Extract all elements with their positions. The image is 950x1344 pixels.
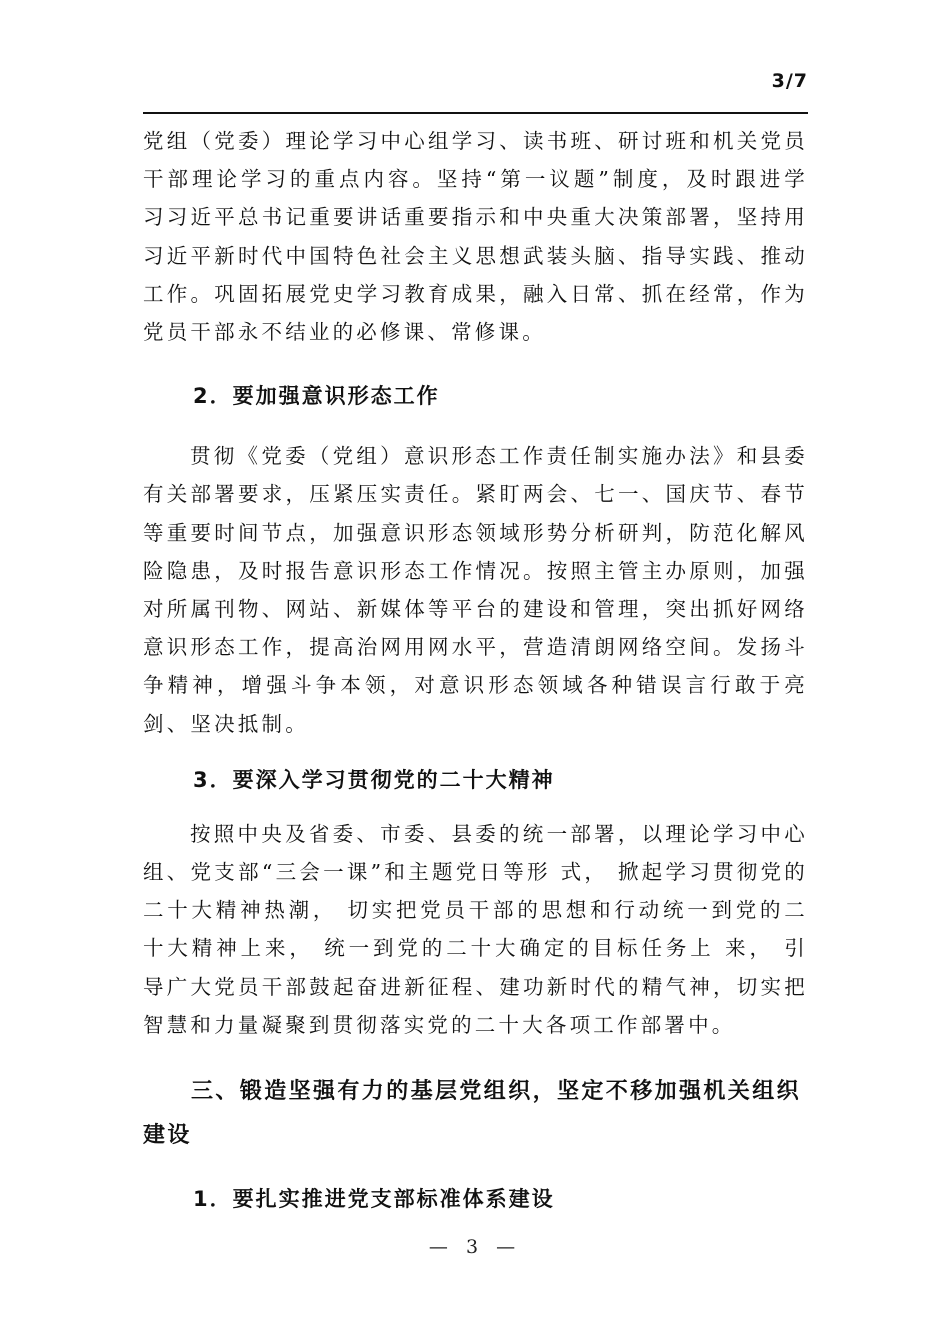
section-heading: 三、锻造坚强有力的基层党组织，坚定不移加强机关组织建设	[143, 1079, 802, 1149]
document-body	[143, 122, 808, 1218]
paragraph-2: 贯彻《党委（党组）意识形态工作责任制实施办法》和县委有关部署要求，压紧压实责任。紧盯两会、七一、国庆节、春节等重要时间节点，加强意识形态领域形势分析研判，防范化解风险隐患，及时报告意识形态工作情况。按照主管主办原则，加强对所属刊物、网站、新媒体等平台的建设和管理，突出抓好网络意识形态工作，提高治网用网水平，营造清朗网络空间。发扬斗争精神，增强斗争本领，对意识形态领域各种错误言行敢于亮剑、坚决抵制。	[143, 444, 808, 736]
heading-1: 1．要扎实推进党支部标准体系建设	[193, 1187, 555, 1212]
header-rule	[143, 112, 808, 114]
heading-3: 3．要深入学习贯彻党的二十大精神	[193, 767, 555, 792]
paragraph-continued: 党组（党委）理论学习中心组学习、读书班、研讨班和机关党员干部理论学习的重点内容。坚持“第一议题”制度，及时跟进学习习近平总书记重要讲话重要指示和中央重大决策部署，坚持用习近平新时代中国特色社会主义思想武装头脑、指导实践、推动工作。巩固拓展党史学习教育成果，融入日常、抓在经常，作为党员干部永不结业的必修课、常修课。	[143, 129, 808, 345]
paragraph-3: 按照中央及省委、市委、县委的统一部署，以理论学习中心组、党支部“三会一课”和主题党日等形 式， 掀起学习贯彻党的二十大精神热潮， 切实把党员干部的思想和行动统一到党的二十大精神上来， 统一到党的二十大确定的目标任务上 来， 引导广大党员干部鼓起奋进新征程、建功新时代的精气神，切实把智慧和力量凝聚到贯彻落实党的二十大各项工作部署中。	[143, 821, 808, 1037]
footer-page-number: — 3 —	[428, 1236, 522, 1258]
heading-2: 2．要加强意识形态工作	[193, 384, 440, 409]
page-indicator: 3/7	[771, 70, 808, 92]
